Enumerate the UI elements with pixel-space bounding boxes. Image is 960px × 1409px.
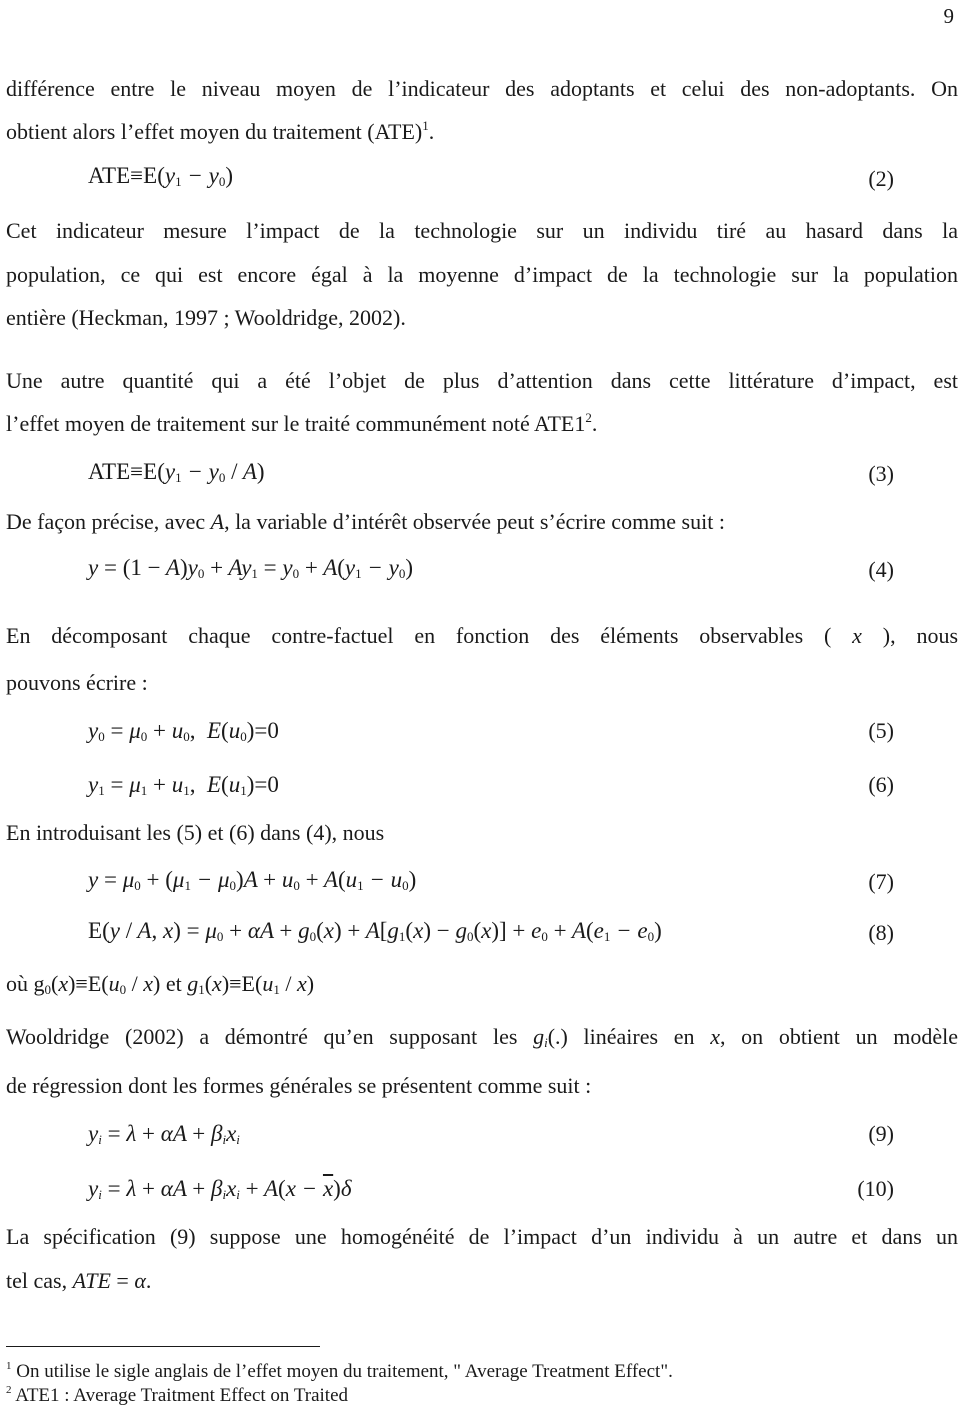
equation-5: $y_0 = \mu_0 + u_0$, $E(u_0)=0$ xyxy=(88,718,279,744)
equation-number-2: (2) xyxy=(868,166,894,191)
equation-number-3: (3) xyxy=(868,461,894,486)
footnote-ref-2[interactable]: 2 xyxy=(585,410,592,425)
equation-number-6: (6) xyxy=(868,772,894,797)
equation-9: $y_i = \lambda + \alpha A + \beta_ix_i$ xyxy=(88,1121,240,1147)
equation-6: $y_1 = \mu_1 + u_1$, $E(u_1)=0$ xyxy=(88,772,279,798)
paragraph-counterfactual-line1: En décomposant chaque contre-factuel en fonction des éléments observables ( x ), nous xyxy=(6,623,959,648)
paragraph-ate-line2: population, ce qui est encore égal à la moyenne d’impact de la technologie sur la population xyxy=(6,262,958,287)
paragraph-att-line1: Une autre quantité qui a été l’objet de plus d’attention dans cette littérature d’impact, est xyxy=(6,368,958,393)
equation-number-10: (10) xyxy=(857,1176,894,1201)
paragraph-wooldridge-line2: de régression dont les formes générales se présentent comme suit : xyxy=(6,1073,592,1098)
paragraph-decomposition: De façon précise, avec A, la variable d’intérêt observée peut s’écrire comme suit : xyxy=(6,509,725,534)
paragraph-wooldridge-line1: Wooldridge (2002) a démontré qu’en supposant les $g_i(.)$ linéaires en x, on obtient un modèle xyxy=(6,1024,959,1050)
equation-10: $y_i = \lambda + \alpha A + \beta_ix_i + A(x - \overline{x})\delta$ xyxy=(88,1176,352,1202)
footnote-2: $^2$ ATE1 : Average Traitment Effect on Traited xyxy=(6,1384,349,1406)
footnote-ref-1[interactable]: 1 xyxy=(422,118,429,133)
equation-number-5: (5) xyxy=(868,718,894,743)
footnote-1: $^1$ On utilise le sigle anglais de l’effet moyen du traitement, " Average Treatment Effect". xyxy=(6,1360,673,1382)
definition-g-functions: où $g_0(x)\equiv E(u_0 / x)$ et $g_1(x)\equiv E(u_1 / x)$ xyxy=(6,971,315,997)
page-number: 9 xyxy=(943,4,954,28)
equation-4: $y = (1 - A)y_0 + Ay_1 = y_0 + A(y_1 - y_0)$ xyxy=(88,555,414,581)
equation-7: $y = \mu_0 + (\mu_1 - \mu_0)A + u_0 + A(u_1 - u_0)$ xyxy=(88,867,417,893)
footnote-separator xyxy=(6,1346,320,1347)
paragraph-substitution: En introduisant les (5) et (6) dans (4), nous xyxy=(6,820,385,845)
paragraph-att-line2: l’effet moyen de traitement sur le traité communément noté $ATE1^2$. xyxy=(6,410,598,436)
equation-number-8: (8) xyxy=(868,920,894,945)
paragraph-intro-line2: obtient alors l’effet moyen du traitement (ATE)$^1$. xyxy=(6,118,435,144)
equation-8: E(y / A, $x) = \mu_0 + \alpha A + g_0(x) + A[g_1(x) - g_0(x)] + e_0 + A(e_1 - e_0)$ xyxy=(88,918,662,944)
equation-2: $ATE\equiv E(y_1 - y_0)$ xyxy=(88,163,234,189)
equation-number-9: (9) xyxy=(868,1121,894,1146)
paragraph-ate-line3: entière (Heckman, 1997 ; Wooldridge, 2002). xyxy=(6,305,406,330)
equation-number-7: (7) xyxy=(868,869,894,894)
paragraph-intro-line1: différence entre le niveau moyen de l’indicateur des adoptants et celui des non-adoptants. On xyxy=(6,76,958,101)
paragraph-specification-line2: tel cas, ATE = α. xyxy=(6,1268,152,1293)
equation-number-4: (4) xyxy=(868,557,894,582)
paragraph-specification-line1: La spécification (9) suppose une homogénéité de l’impact d’un individu à un autre et dans un xyxy=(6,1224,958,1249)
equation-3: $ATE\equiv E(y_1 - y_0 / A)$ xyxy=(88,459,265,485)
paragraph-ate-line1: Cet indicateur mesure l’impact de la technologie sur un individu tiré au hasard dans la xyxy=(6,218,958,243)
paragraph-counterfactual-line2: pouvons écrire : xyxy=(6,670,148,695)
